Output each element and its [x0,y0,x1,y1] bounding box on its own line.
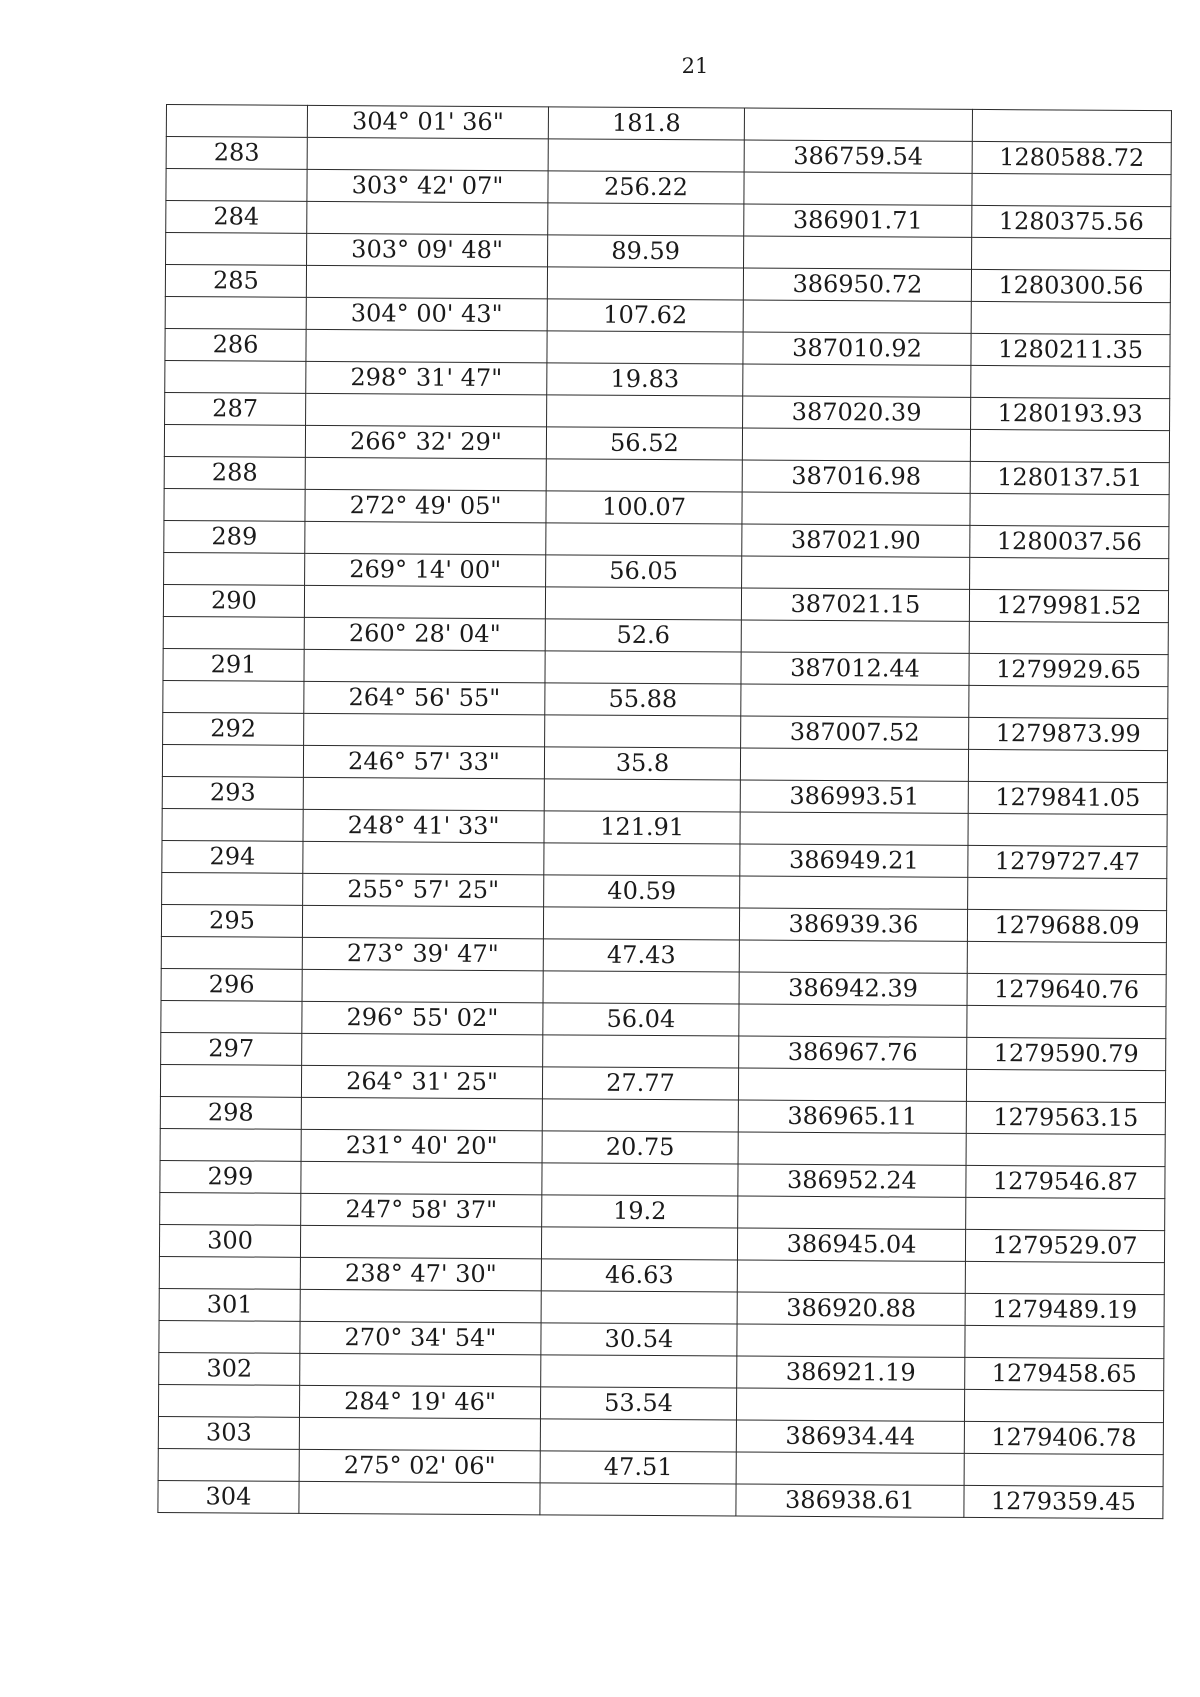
bearing-cell-empty [299,1481,540,1514]
northing-cell-empty [741,684,969,717]
bearing-cell-empty [304,585,545,618]
point-cell-empty [164,552,305,585]
point-id-cell: 297 [161,1032,302,1065]
point-cell-empty [158,1448,299,1481]
point-id-cell: 300 [159,1224,300,1257]
easting-cell: 1279406.78 [964,1421,1163,1454]
distance-cell: 89.59 [548,235,744,268]
distance-cell: 27.77 [542,1067,738,1100]
bearing-cell: 303° 09' 48" [307,233,548,266]
point-cell-empty [159,1320,300,1353]
point-id-cell: 301 [159,1288,300,1321]
point-id-cell: 285 [165,265,306,298]
bearing-cell: 270° 34' 54" [300,1321,541,1354]
distance-cell-empty [548,203,744,236]
point-id-cell: 289 [164,520,305,553]
distance-cell: 56.52 [546,427,742,460]
distance-cell-empty [543,1035,739,1068]
distance-cell: 256.22 [548,171,744,204]
distance-cell: 19.2 [542,1195,738,1228]
northing-cell: 386920.88 [737,1292,965,1325]
easting-cell-empty [971,301,1170,334]
easting-cell-empty [968,749,1167,782]
bearing-cell: 248° 41' 33" [303,809,544,842]
point-cell-empty [160,1128,301,1161]
bearing-cell-empty [299,1417,540,1450]
point-id-cell: 284 [166,201,307,234]
easting-cell-empty [970,429,1169,462]
traverse-table-container [157,104,1166,1519]
point-cell-empty [165,360,306,393]
northing-cell: 386938.61 [736,1484,964,1517]
easting-cell: 1279841.05 [968,781,1167,814]
bearing-cell: 304° 01' 36" [307,105,548,138]
distance-cell: 55.88 [545,683,741,716]
bearing-cell-empty [306,329,547,362]
easting-cell: 1280037.56 [970,525,1169,558]
point-id-cell: 291 [163,648,304,681]
bearing-cell-empty [301,1161,542,1194]
distance-cell-empty [541,1355,737,1388]
northing-cell: 386939.36 [739,908,967,941]
easting-cell: 1280300.56 [971,269,1170,302]
northing-cell: 386967.76 [739,1036,967,1069]
northing-cell-empty [738,1196,966,1229]
point-id-cell: 303 [158,1416,299,1449]
bearing-cell: 238° 47' 30" [300,1257,541,1290]
distance-cell-empty [544,779,740,812]
northing-cell: 386921.19 [737,1356,965,1389]
distance-cell-empty [543,907,739,940]
easting-cell: 1279873.99 [969,717,1168,750]
bearing-cell: 273° 39' 47" [302,937,543,970]
easting-cell-empty [968,813,1167,846]
easting-cell-empty [966,1197,1165,1230]
point-cell-empty [162,744,303,777]
easting-cell-empty [965,1261,1164,1294]
point-cell-empty [163,616,304,649]
bearing-cell: 264° 31' 25" [301,1065,542,1098]
point-id-cell: 304 [158,1480,299,1513]
northing-cell: 387007.52 [741,716,969,749]
easting-cell: 1279546.87 [966,1165,1165,1198]
bearing-cell-empty [306,265,547,298]
distance-cell-empty [546,459,742,492]
distance-cell: 19.83 [547,363,743,396]
easting-cell-empty [964,1453,1163,1486]
easting-cell-empty [966,1133,1165,1166]
distance-cell-empty [545,715,741,748]
point-cell-empty [160,1064,301,1097]
distance-cell-empty [540,1483,736,1516]
point-id-cell: 302 [159,1352,300,1385]
point-id-cell: 283 [166,137,307,170]
bearing-cell-empty [302,969,543,1002]
distance-cell: 35.8 [544,747,740,780]
distance-cell: 47.51 [540,1451,736,1484]
point-cell-empty [162,808,303,841]
bearing-cell-empty [304,649,545,682]
northing-cell: 387021.15 [741,588,969,621]
point-cell-empty [165,296,306,329]
distance-cell-empty [547,331,743,364]
easting-cell-empty [969,685,1168,718]
traverse-table-body [158,105,1172,1519]
easting-cell-empty [968,877,1167,910]
point-cell-empty [166,105,307,138]
easting-cell-empty [970,557,1169,590]
northing-cell: 386934.44 [736,1420,964,1453]
northing-cell: 386952.24 [738,1164,966,1197]
bearing-cell: 284° 19' 46" [299,1385,540,1418]
northing-cell: 386993.51 [740,780,968,813]
easting-cell-empty [967,941,1166,974]
distance-cell-empty [547,267,743,300]
easting-cell-empty [971,365,1170,398]
bearing-cell: 269° 14' 00" [305,553,546,586]
easting-cell-empty [966,1069,1165,1102]
northing-cell-empty [744,108,972,141]
easting-cell-empty [970,493,1169,526]
northing-cell-empty [744,172,972,205]
point-row [158,1480,1163,1518]
distance-cell: 52.6 [545,619,741,652]
bearing-cell: 266° 32' 29" [305,425,546,458]
point-cell-empty [164,488,305,521]
bearing-cell-empty [305,457,546,490]
point-cell-empty [158,1384,299,1417]
traverse-table [157,104,1172,1519]
distance-cell-empty [542,1099,738,1132]
distance-cell: 107.62 [547,299,743,332]
easting-cell-empty [969,621,1168,654]
page-number: 21 [681,54,709,78]
bearing-cell: 255° 57' 25" [303,873,544,906]
point-cell-empty [161,1000,302,1033]
distance-cell: 53.54 [540,1387,736,1420]
bearing-cell-empty [302,905,543,938]
bearing-cell-empty [301,1097,542,1130]
northing-cell-empty [736,1452,964,1485]
northing-cell-empty [736,1388,964,1421]
distance-cell: 56.05 [546,555,742,588]
distance-cell-empty [540,1419,736,1452]
distance-cell-empty [541,1227,737,1260]
bearing-cell-empty [302,1033,543,1066]
northing-cell-empty [741,620,969,653]
point-cell-empty [159,1256,300,1289]
easting-cell-empty [964,1389,1163,1422]
easting-cell: 1280211.35 [971,333,1170,366]
point-cell-empty [166,169,307,202]
bearing-cell-empty [300,1225,541,1258]
easting-cell: 1280193.93 [971,397,1170,430]
easting-cell: 1279359.45 [964,1485,1163,1518]
distance-cell-empty [541,1291,737,1324]
point-id-cell: 296 [161,968,302,1001]
northing-cell-empty [744,236,972,269]
northing-cell: 387020.39 [743,396,971,429]
northing-cell: 386949.21 [740,844,968,877]
point-cell-empty [164,424,305,457]
bearing-cell: 304° 00' 43" [306,297,547,330]
easting-cell: 1279489.19 [965,1293,1164,1326]
easting-cell: 1279640.76 [967,973,1166,1006]
bearing-cell: 246° 57' 33" [303,745,544,778]
point-id-cell: 286 [165,328,306,361]
point-id-cell: 299 [160,1160,301,1193]
bearing-cell-empty [300,1289,541,1322]
northing-cell-empty [739,940,967,973]
distance-cell: 47.43 [543,939,739,972]
point-id-cell: 288 [164,456,305,489]
northing-cell: 387016.98 [742,460,970,493]
point-cell-empty [163,680,304,713]
point-cell-empty [162,872,303,905]
bearing-cell-empty [303,841,544,874]
point-id-cell: 293 [162,776,303,809]
bearing-cell: 272° 49' 05" [305,489,546,522]
distance-cell-empty [545,587,741,620]
distance-cell: 20.75 [542,1131,738,1164]
distance-cell-empty [544,843,740,876]
bearing-cell: 303° 42' 07" [307,169,548,202]
distance-cell: 56.04 [543,1003,739,1036]
distance-cell-empty [547,395,743,428]
bearing-cell-empty [307,201,548,234]
bearing-cell-empty [304,713,545,746]
easting-cell: 1279458.65 [965,1357,1164,1390]
northing-cell-empty [738,1132,966,1165]
bearing-cell-empty [300,1353,541,1386]
easting-cell: 1279727.47 [968,845,1167,878]
distance-cell-empty [545,651,741,684]
northing-cell-empty [742,492,970,525]
distance-cell: 100.07 [546,491,742,524]
northing-cell-empty [739,1004,967,1037]
distance-cell: 121.91 [544,811,740,844]
northing-cell: 387012.44 [741,652,969,685]
bearing-cell: 231° 40' 20" [301,1129,542,1162]
northing-cell-empty [742,428,970,461]
northing-cell-empty [740,812,968,845]
easting-cell: 1280588.72 [972,141,1171,174]
easting-cell: 1279981.52 [969,589,1168,622]
point-id-cell: 287 [165,392,306,425]
northing-cell-empty [740,876,968,909]
distance-cell-empty [542,1163,738,1196]
easting-cell-empty [972,237,1171,270]
easting-cell-empty [972,173,1171,206]
point-cell-empty [160,1192,301,1225]
bearing-cell-empty [307,137,548,170]
distance-cell-empty [543,971,739,1004]
northing-cell: 387010.92 [743,332,971,365]
bearing-cell: 275° 02' 06" [299,1449,540,1482]
northing-cell-empty [743,300,971,333]
point-id-cell: 290 [163,584,304,617]
easting-cell: 1279529.07 [965,1229,1164,1262]
easting-cell-empty [967,1005,1166,1038]
bearing-cell-empty [306,393,547,426]
point-cell-empty [166,233,307,266]
northing-cell-empty [738,1068,966,1101]
northing-cell-empty [737,1324,965,1357]
northing-cell: 386759.54 [744,140,972,173]
northing-cell: 386901.71 [744,204,972,237]
northing-cell: 386942.39 [739,972,967,1005]
easting-cell: 1279688.09 [967,909,1166,942]
easting-cell: 1279590.79 [967,1037,1166,1070]
easting-cell-empty [972,109,1171,142]
point-id-cell: 294 [162,840,303,873]
easting-cell: 1279929.65 [969,653,1168,686]
distance-cell-empty [548,139,744,172]
bearing-cell: 296° 55' 02" [302,1001,543,1034]
northing-cell-empty [743,364,971,397]
northing-cell: 386965.11 [738,1100,966,1133]
bearing-cell: 260° 28' 04" [304,617,545,650]
easting-cell: 1280375.56 [972,205,1171,238]
bearing-cell: 247° 58' 37" [301,1193,542,1226]
northing-cell-empty [742,556,970,589]
northing-cell: 386950.72 [743,268,971,301]
easting-cell: 1279563.15 [966,1101,1165,1134]
point-cell-empty [161,936,302,969]
easting-cell-empty [965,1325,1164,1358]
northing-cell: 387021.90 [742,524,970,557]
northing-cell-empty [737,1260,965,1293]
distance-cell: 181.8 [548,107,744,140]
distance-cell: 30.54 [541,1323,737,1356]
bearing-cell-empty [303,777,544,810]
bearing-cell: 264° 56' 55" [304,681,545,714]
northing-cell-empty [740,748,968,781]
point-id-cell: 292 [163,712,304,745]
distance-cell: 40.59 [544,875,740,908]
bearing-cell: 298° 31' 47" [306,361,547,394]
distance-cell: 46.63 [541,1259,737,1292]
easting-cell: 1280137.51 [970,461,1169,494]
bearing-cell-empty [305,521,546,554]
point-id-cell: 298 [160,1096,301,1129]
point-id-cell: 295 [161,904,302,937]
northing-cell: 386945.04 [737,1228,965,1261]
distance-cell-empty [546,523,742,556]
